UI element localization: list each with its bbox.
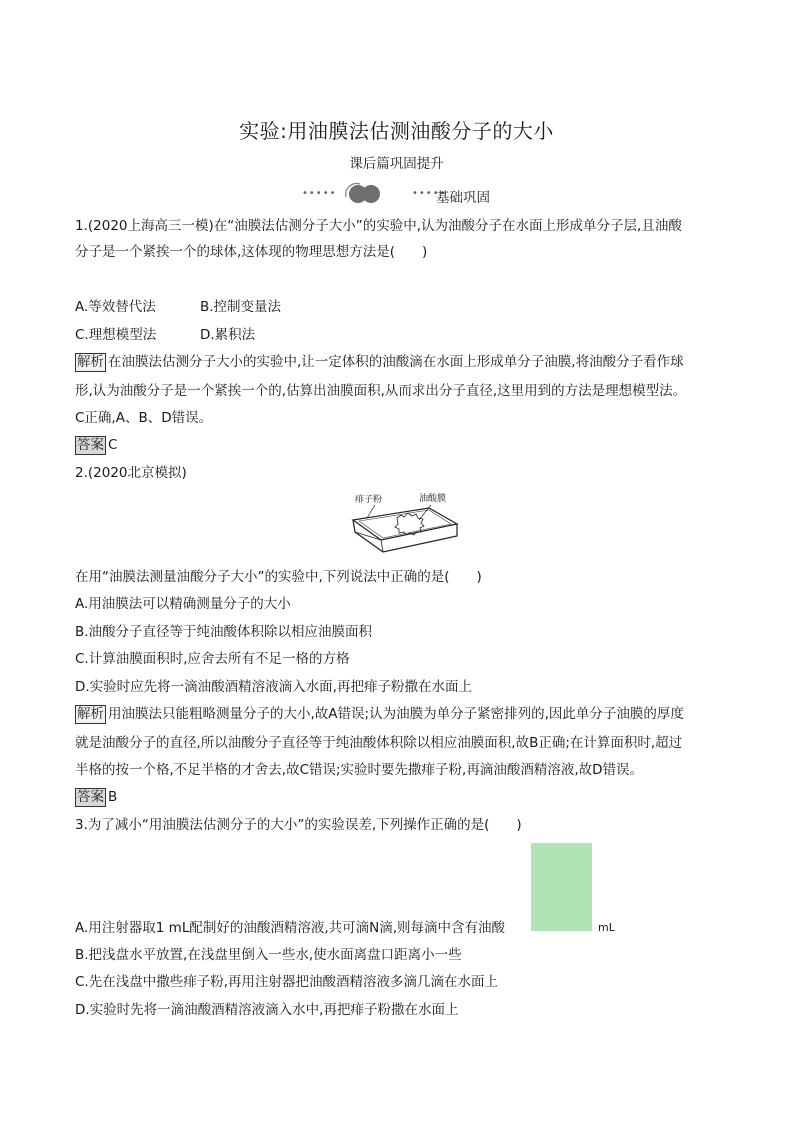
q3-option-c: C.先在浅盘中撒些痱子粉,再用注射器把油酸酒精溶液多滴几滴在水面上 xyxy=(75,974,499,990)
analysis-tag: 解析 xyxy=(77,354,104,370)
answer-tag: 答案 xyxy=(77,437,104,453)
q1-option-d: D.累积法 xyxy=(200,327,256,343)
dots-left: ••••• xyxy=(302,188,337,199)
q3-option-a-unit: mL xyxy=(598,921,615,934)
figure-label-oil-film: 油酸膜 xyxy=(419,494,447,504)
answer-value: C xyxy=(108,437,118,453)
dots-right: ••••• xyxy=(412,188,447,199)
analysis-tag: 解析 xyxy=(77,706,104,722)
q2-stem-line-1: 2.(2020北京模拟) xyxy=(75,465,187,481)
q2-option-a: A.用油膜法可以精确测量分子的大小 xyxy=(75,596,291,612)
tray-figure xyxy=(345,488,465,560)
q1-analysis-line-3: C正确,A、B、D错误。 xyxy=(75,410,213,426)
q2-option-c: C.计算油膜面积时,应舍去所有不足一格的方格 xyxy=(75,651,350,667)
page-title: 实验:用油膜法估测油酸分子的大小 xyxy=(239,119,554,143)
q1-stem-line-1: 1.(2020上海高三一模)在“油膜法估测分子大小”的实验中,认为油酸分子在水面上形成单分子层,且油酸 xyxy=(75,218,682,234)
q3-option-d: D.实验时先将一滴油酸酒精溶液滴入水中,再把痱子粉撒在水面上 xyxy=(75,1002,459,1018)
section-header xyxy=(302,181,526,206)
answer-tag: 答案 xyxy=(77,789,104,805)
q3-stem: 3.为了减小“用油膜法估测分子的大小”的实验误差,下列操作正确的是( ) xyxy=(75,817,522,833)
q2-question: 在用“油膜法测量油酸分子大小”的实验中,下列说法中正确的是( ) xyxy=(75,569,482,585)
q1-analysis-line-2: 形,认为油酸分子是一个紧挨一个的,估算出油膜面积,从而求出分子直径,这里用到的方法是理想模型法。 xyxy=(75,383,687,399)
two-circles-icon xyxy=(338,181,390,205)
q1-option-a: A.等效替代法 xyxy=(75,299,156,315)
figure-label-powder: 痱子粉 xyxy=(355,495,383,505)
q1-option-b: B.控制变量法 xyxy=(200,299,282,315)
q1-option-c: C.理想模型法 xyxy=(75,327,157,343)
q2-analysis-line-2: 就是油酸分子的直径,所以油酸分子直径等于纯油酸体积除以相应油膜面积,故B正确;在计算面积时,超过 xyxy=(75,735,683,751)
answer-value: B xyxy=(108,789,118,805)
q2-option-d: D.实验时应先将一滴油酸酒精溶液滴入水面,再把痱子粉撒在水面上 xyxy=(75,679,472,695)
q2-option-b: B.油酸分子直径等于纯油酸体积除以相应油膜面积 xyxy=(75,624,373,640)
q1-analysis-line-1: 解析 在油膜法估测分子大小的实验中,让一定体积的油酸滴在水面上形成单分子油膜,将油酸分子看作球 xyxy=(77,354,684,370)
q3-option-b: B.把浅盘水平放置,在浅盘里倒入一些水,使水面离盘口距离小一些 xyxy=(75,947,462,963)
q1-stem-line-2: 分子是一个紧挨一个的球体,这体现的物理思想方法是( ) xyxy=(75,244,428,260)
q2-analysis-line-3: 半格的按一个格,不足半格的才舍去,故C错误;实验时要先撒痱子粉,再滴油酸酒精溶液,故D错误。 xyxy=(75,762,644,778)
page-subtitle: 课后篇巩固提升 xyxy=(349,156,444,172)
q3-option-a: A.用注射器取1 mL配制好的油酸酒精溶液,共可滴N滴,则每滴中含有油酸 xyxy=(75,920,506,936)
section-label: 基础巩固 xyxy=(436,190,490,206)
q1-answer xyxy=(75,435,117,455)
redaction-block xyxy=(531,843,592,931)
q2-analysis-line-1: 解析 用油膜法只能粗略测量分子的大小,故A错误;认为油膜为单分子紧密排列的,因此单分子油膜的厚度 xyxy=(77,706,684,722)
q2-answer xyxy=(75,787,117,807)
